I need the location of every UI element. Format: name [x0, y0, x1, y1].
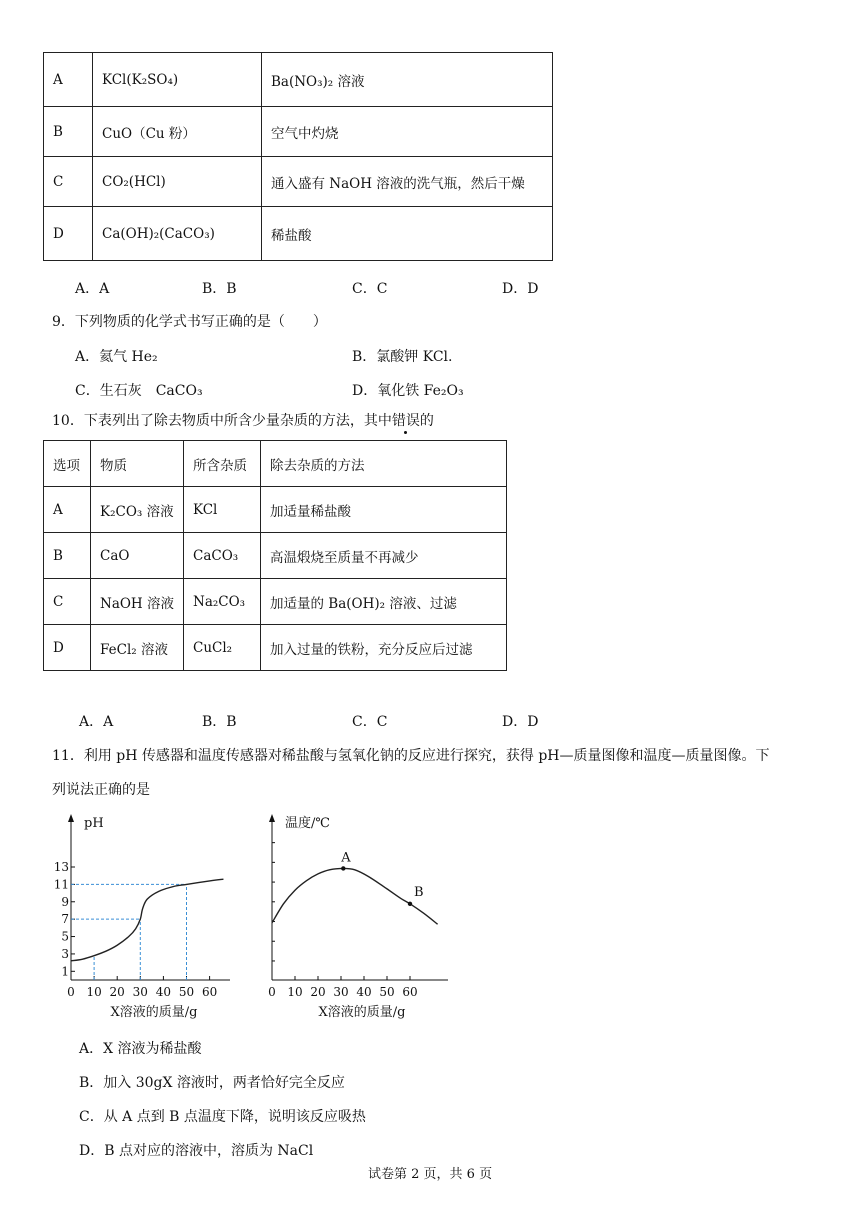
table-cell-substance: Ca(OH)₂(CaCO₃)	[93, 207, 262, 261]
q10-stem-end: 的	[419, 413, 434, 429]
table-cell-substance: K₂CO₃ 溶液	[91, 487, 184, 533]
table-cell-method: 加适量稀盐酸	[261, 487, 507, 533]
y-tick-label: 1	[61, 964, 69, 979]
q10-emphasis: 错误	[391, 413, 420, 429]
y-tick-label: 5	[61, 929, 69, 944]
table-cell-option: C	[44, 579, 91, 625]
q10-table	[43, 440, 507, 671]
table-cell-method: 加适量的 Ba(OH)₂ 溶液、过滤	[261, 579, 507, 625]
table-cell-impurity: KCl	[184, 487, 261, 533]
x-tick-label: 10	[287, 985, 303, 999]
x-axis-label: X溶液的质量/g	[318, 1005, 406, 1020]
table-row	[44, 533, 507, 579]
y-tick-label: 13	[53, 860, 69, 874]
y-axis-arrow	[68, 814, 74, 822]
table-cell-method: 稀盐酸	[262, 207, 553, 261]
table-cell-impurity: CuCl₂	[184, 625, 261, 671]
q11-option-c[interactable]: C．从 A 点到 B 点温度下降，说明该反应吸热	[79, 1109, 366, 1125]
table-header-cell: 选项	[44, 441, 91, 487]
q9-option-d[interactable]: D．氧化铁 Fe₂O₃	[352, 383, 464, 399]
table-header-row	[44, 441, 507, 487]
table-cell-substance: FeCl₂ 溶液	[91, 625, 184, 671]
ph-chart	[53, 808, 235, 1028]
temperature-curve	[272, 868, 438, 924]
point-label-a: A	[341, 850, 351, 866]
point-a	[341, 866, 345, 870]
table-header-cell: 所含杂质	[184, 441, 261, 487]
table-header-cell: 除去杂质的方法	[261, 441, 507, 487]
x-tick-label: 30	[333, 985, 349, 999]
table-row	[44, 625, 507, 671]
y-tick-label: 7	[61, 912, 69, 927]
ph-curve	[71, 879, 223, 961]
table-cell-option: B	[44, 533, 91, 579]
x-tick-label: 40	[155, 985, 172, 999]
table-cell-substance: CuO（Cu 粉）	[93, 107, 262, 157]
q8-table	[43, 52, 553, 261]
point-b	[408, 902, 412, 906]
q9-option-b[interactable]: B．氯酸钾 KCl.	[352, 349, 453, 365]
table-cell-option: A	[44, 487, 91, 533]
q8-option-c[interactable]: C．C	[352, 281, 388, 297]
table-cell-option: C	[44, 157, 93, 207]
table-row	[44, 207, 553, 261]
table-cell-method: 空气中灼烧	[262, 107, 553, 157]
table-cell-impurity: CaCO₃	[184, 533, 261, 579]
table-cell-substance: CO₂(HCl)	[93, 157, 262, 207]
table-row	[44, 579, 507, 625]
q10-option-c[interactable]: C．C	[352, 714, 388, 730]
x-tick-label: 60	[402, 985, 418, 999]
table-cell-option: D	[44, 625, 91, 671]
table-cell-substance: NaOH 溶液	[91, 579, 184, 625]
q11-option-b[interactable]: B．加入 30gX 溶液时，两者恰好完全反应	[79, 1075, 345, 1091]
q9-option-a[interactable]: A．氦气 He₂	[75, 349, 158, 365]
x-tick-label: 30	[132, 985, 148, 999]
x-tick-label: 60	[201, 985, 218, 999]
q11-stem-line1: 11．利用 pH 传感器和温度传感器对稀盐酸与氢氧化钠的反应进行探究，获得 pH—质量图像和温度—质量图像。下	[52, 748, 770, 764]
table-row	[44, 487, 507, 533]
x-tick-label: 50	[178, 985, 195, 999]
x-tick-label: 10	[86, 985, 102, 999]
table-cell-method: 高温煅烧至质量不再减少	[261, 533, 507, 579]
temperature-chart	[258, 808, 458, 1028]
q10-option-a[interactable]: A．A	[79, 714, 114, 730]
table-cell-method: Ba(NO₃)₂ 溶液	[262, 53, 553, 107]
page-footer: 试卷第 2 页，共 6 页	[368, 1167, 493, 1182]
q11-stem-line2: 列说法正确的是	[52, 782, 150, 798]
table-cell-method: 加入过量的铁粉，充分反应后过滤	[261, 625, 507, 671]
x-tick-label: 40	[356, 985, 372, 999]
table-cell-option: B	[44, 107, 93, 157]
x-tick-label: 20	[310, 985, 326, 999]
x-tick-label: 50	[379, 985, 395, 999]
table-header-cell: 物质	[91, 441, 184, 487]
q8-option-d[interactable]: D．D	[502, 281, 539, 297]
table-row	[44, 157, 553, 207]
x-tick-label: 20	[109, 985, 125, 999]
table-cell-option: D	[44, 207, 93, 261]
y-axis-label: pH	[84, 816, 104, 831]
q9-stem: 9．下列物质的化学式书写正确的是（ ）	[52, 314, 327, 330]
q10-stem-text: 10．下表列出了除去物质中所含少量杂质的方法，其中	[52, 413, 392, 429]
table-cell-option: A	[44, 53, 93, 107]
x-tick-label: 0	[67, 985, 75, 999]
y-axis-label: 温度/℃	[285, 816, 330, 831]
q11-option-d[interactable]: D．B 点对应的溶液中，溶质为 NaCl	[79, 1143, 314, 1159]
q11-option-a[interactable]: A．X 溶液为稀盐酸	[79, 1041, 202, 1057]
y-tick-label: 11	[53, 877, 69, 892]
y-axis-arrow	[269, 814, 275, 822]
q9-option-c[interactable]: C．生石灰 CaCO₃	[75, 383, 203, 399]
y-tick-label: 3	[61, 946, 69, 961]
table-cell-substance: KCl(K₂SO₄)	[93, 53, 262, 107]
table-cell-impurity: Na₂CO₃	[184, 579, 261, 625]
x-axis-label: X溶液的质量/g	[110, 1005, 198, 1020]
table-row	[44, 53, 553, 107]
q10-option-d[interactable]: D．D	[502, 714, 539, 730]
q10-stem	[52, 410, 434, 430]
q8-option-b[interactable]: B．B	[202, 281, 237, 297]
y-tick-label: 9	[61, 894, 69, 909]
q8-option-a[interactable]: A．A	[75, 281, 110, 297]
x-tick-label: 0	[268, 985, 276, 999]
q10-option-b[interactable]: B．B	[202, 714, 237, 730]
table-row	[44, 107, 553, 157]
table-cell-method: 通入盛有 NaOH 溶液的洗气瓶，然后干燥	[262, 157, 553, 207]
point-label-b: B	[414, 884, 424, 900]
table-cell-substance: CaO	[91, 533, 184, 579]
